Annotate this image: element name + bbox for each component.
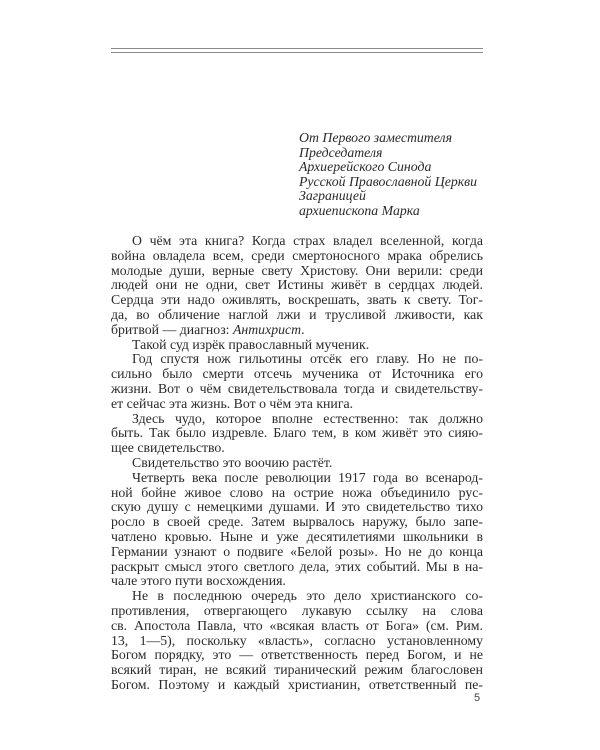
text-line: щее свидетельство. [111,440,225,456]
text-line: война овладела всем, среди смертоносного мрака обрелись [111,247,483,263]
text-line: Сердца эти надо оживлять, воскрешать, звать к свету. Тог- [111,292,483,308]
attribution-line: Русской Православной Церкви [299,173,478,189]
text-line: Богом. Поэтому и каждый христианин, ответственный пе- [111,676,483,692]
page-number: 5 [474,692,481,704]
text-line: сильно было смерти отсечь мученика от Источника его [111,366,483,382]
paragraph [111,234,483,338]
text-line: чатлено кровью. Ныне и уже десятилетиями школьники в [111,528,483,544]
text-line: 13, 1—5), поскольку «власть», согласно установленному [111,632,483,648]
paragraph [111,589,483,693]
text-span: бритвой — диагноз: [111,321,233,337]
attribution-line: Заграницей [299,188,366,204]
text-line: всякий тиран, не всякий тиранический режим благословен [111,662,483,678]
text-line: Год спустя нож гильотины отсёк его главу. Но не по- [132,351,483,367]
text-line: скую душу с немецкими душами. И это свидетельство тихо [111,499,483,515]
attribution-line: Архиерейского Синода [299,159,432,175]
paragraph [111,352,483,411]
text-line: Свидетельство это воочию растёт. [132,454,333,470]
body-text [111,234,483,693]
text-line: людей они не одни, свет Истины живёт в сердцах людей. [111,277,483,293]
text-line: чале этого пути восхождения. [111,573,286,589]
text-line: росло в своей среде. Затем вырвалось наружу, было запе- [111,514,483,530]
paragraph [111,338,483,353]
attribution-line: От Первого заместителя [299,130,452,145]
text-line: Германии узнают о подвиге «Белой розы». Но не до конца [111,543,483,559]
text-line: молодые души, верные свету Христову. Они верили: среди [111,262,483,278]
text-line [111,323,483,338]
text-line: да, во обличение наглой лжи и трусливой лживости, как [111,306,483,322]
text-line: раскрыт смысл этого светлого дела, этих событий. Мы в на- [111,558,483,574]
text-line: ет сейчас эта жизнь. Вот о чём эта книга. [111,395,354,411]
text-line: противления, отвергающего лукавую ссылку на слова [111,602,483,618]
paragraph [111,456,483,471]
paragraph [111,471,483,589]
paragraph [111,412,483,456]
text-line: О чём эта книга? Когда страх владел вселенной, когда [132,233,483,248]
text-line: жизни. Вот о чём свидетельствовала тогда и свидетельству- [111,380,483,396]
foreword-attribution [299,131,477,219]
text-span: . [301,321,305,337]
text-line: Здесь чудо, которое вполне естественно: так должно [132,410,483,426]
italic-term: Антихрист [232,321,302,337]
text-line: ной бойне живое слово на острие ножа объединило рус- [111,484,483,500]
header-rule-top [111,48,483,49]
text-line: Не в последнюю очередь это дело христианского со- [132,588,483,604]
text-line: Такой суд изрёк православный мученик. [132,336,370,352]
header-rule-bottom [111,52,483,53]
text-line: св. Апостола Павла, что «всякая власть от Бога» (см. Рим. [111,617,483,633]
attribution-line: Председателя [299,144,383,160]
attribution-line: архиепископа Марка [299,202,420,218]
text-line: быть. Так было издревле. Благо тем, в ком живёт это сияю- [111,425,483,441]
text-line: Четверть века после революции 1917 года во всенарод- [132,469,483,485]
text-line: Богом порядку, это — ответственность перед Богом, и не [111,647,483,663]
